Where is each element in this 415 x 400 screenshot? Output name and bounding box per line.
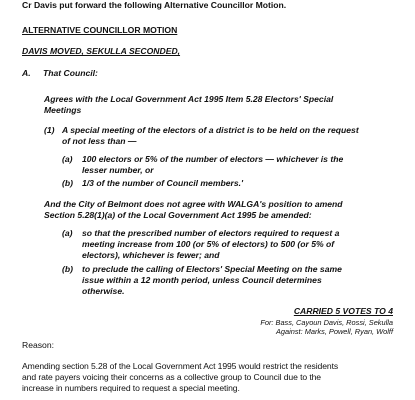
clause-1b-line-1: 1/3 of the number of Council members.' (82, 178, 244, 188)
clause-1a-number: (a) (62, 154, 73, 164)
clause-1-line-2: of not less than — (62, 136, 137, 146)
votes-against-line: Against: Marks, Powell, Ryan, Wolff (275, 327, 393, 336)
carried-result: CARRIED 5 VOTES TO 4 (293, 306, 393, 316)
and-line-2: Section 5.28(1)(a) of the Local Government Act 1995 be amended: (44, 210, 312, 220)
sub-a-line-2: meeting increase from 100 (or 5% of electors) to 500 (or 5% of (82, 239, 335, 249)
item-a-text: That Council: (43, 68, 98, 78)
clause-1b-number: (b) (62, 178, 73, 188)
intro-line: Cr Davis put forward the following Alternative Councillor Motion. (22, 0, 287, 10)
sub-a-line-1: so that the prescribed number of electors required to request a (82, 228, 340, 238)
agrees-line-1: Agrees with the Local Government Act 1995 Item 5.28 Electors' Special (44, 94, 334, 104)
sub-b-number: (b) (62, 264, 73, 274)
moved-seconded-line: DAVIS MOVED, SEKULLA SECONDED, (22, 46, 181, 56)
clause-1-line-1: A special meeting of the electors of a district is to be held on the request (62, 125, 359, 135)
reason-label: Reason: (22, 340, 55, 350)
sub-b-line-1: to preclude the calling of Electors' Special Meeting on the same (82, 264, 342, 274)
and-line-1: And the City of Belmont does not agree with WALGA's position to amend (44, 199, 343, 209)
sub-b-line-2: issue within a 12 month period, unless Council determines (82, 275, 322, 285)
reason-line-2: and rate payers voicing their concerns as a collective group to Council due to the (22, 372, 321, 382)
clause-1a-line-1: 100 electors or 5% of the number of electors — whichever is the (82, 154, 344, 164)
sub-b-line-3: otherwise. (82, 286, 125, 296)
sub-a-line-3: electors), whichever is fewer; and (82, 250, 220, 260)
reason-line-1-text: Amending section 5.28 of the Local Government Act 1995 would restrict the residents (22, 361, 339, 371)
votes-for-line: For: Bass, Cayoun Davis, Rossi, Sekulla (260, 318, 393, 327)
motion-heading: ALTERNATIVE COUNCILLOR MOTION (22, 25, 178, 35)
clause-1-number: (1) (44, 125, 55, 135)
clause-1a-line-2: lesser number, or (82, 165, 154, 175)
reason-line-3: increase in numbers required to request a special meeting. (22, 383, 240, 393)
reason-line-1 (22, 361, 338, 371)
item-a-label: A. (22, 68, 31, 78)
agrees-line-2: Meetings (44, 105, 82, 115)
sub-a-number: (a) (62, 228, 73, 238)
